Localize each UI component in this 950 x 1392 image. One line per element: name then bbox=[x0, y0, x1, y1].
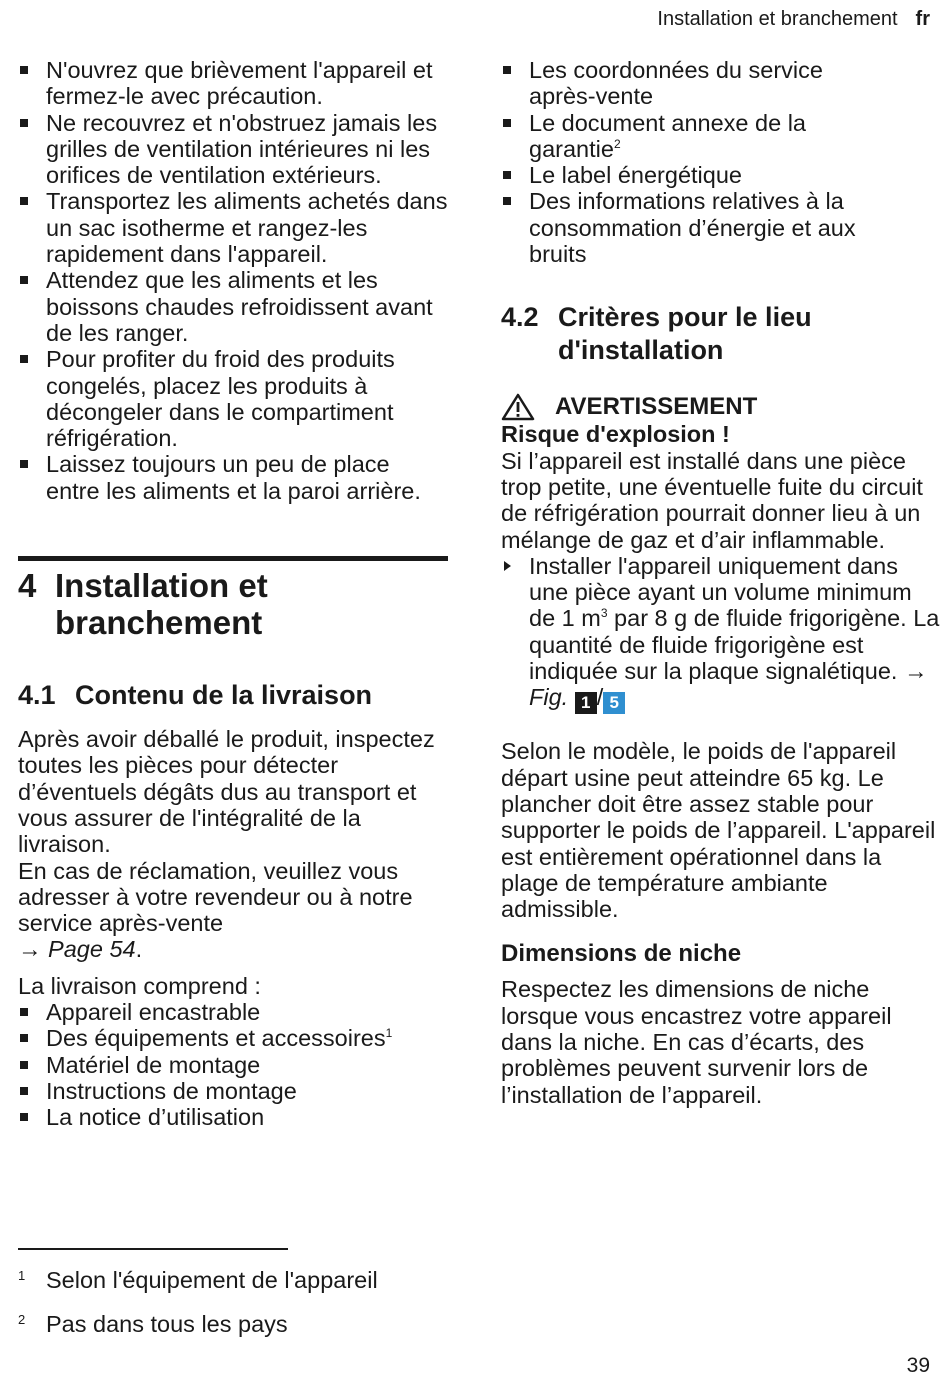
list-item bbox=[18, 1025, 448, 1051]
section-42-title: Critères pour le lieu d'installation bbox=[558, 302, 812, 366]
action-arrow-icon bbox=[504, 561, 511, 571]
fig-separator: / bbox=[596, 684, 604, 711]
complaint-text: En cas de réclamation, veuillez vous adresser à votre revendeur ou à notre service après-vente bbox=[18, 857, 413, 937]
item-text: Appareil encastrable bbox=[46, 999, 261, 1026]
footnote-ref[interactable]: 2 bbox=[613, 137, 621, 152]
weight-paragraph: Selon le modèle, le poids de l'appareil départ usine peut atteindre 65 kg. Le plancher doit être assez stable pour supporter le poids de l’appareil. L'appareil est entièrement opérationnel dans la plage de température ambiante admissible. bbox=[501, 738, 936, 923]
list-item bbox=[18, 1052, 448, 1078]
list-item bbox=[18, 1078, 448, 1104]
item-text: Instructions de montage bbox=[46, 1077, 297, 1104]
figure-ref-5[interactable]: 5 bbox=[603, 692, 625, 714]
list-item: Laissez toujours un peu de place entre les aliments et la paroi arrière. bbox=[18, 451, 448, 504]
page-number: 39 bbox=[906, 1354, 930, 1377]
list-item bbox=[501, 162, 871, 188]
list-item bbox=[18, 999, 448, 1025]
running-header bbox=[657, 8, 930, 31]
niche-paragraph: Respectez les dimensions de niche lorsque vous encastrez votre appareil dans la niche. En cas d’écarts, des problèmes peuvent survenir lors de l’installation de l’appareil. bbox=[501, 976, 892, 1108]
figure-ref-1[interactable]: 1 bbox=[575, 692, 597, 714]
list-item: Pour profiter du froid des produits congelés, placez les produits à décongeler dans le compartiment réfrigération. bbox=[18, 346, 448, 451]
item-text: Des informations relatives à la consommation d’énergie et aux bruits bbox=[529, 188, 856, 268]
delivery-paragraph: Après avoir déballé le produit, inspectez toutes les pièces pour détecter d’éventuels dégâts dus au transport et vous assurer de l'intégralité de la livraison. bbox=[18, 726, 435, 858]
delivery-list bbox=[18, 999, 448, 1130]
list-item: Ne recouvrez et n'obstruez jamais les grilles de ventilation intérieures ni les orifices de ventilation extérieurs. bbox=[18, 110, 448, 189]
list-item: N'ouvrez que brièvement l'appareil et fermez-le avec précaution. bbox=[18, 57, 448, 110]
item-text: Le document annexe de la garantie bbox=[529, 109, 806, 162]
left-column bbox=[18, 57, 448, 1131]
delivery-intro: La livraison comprend : bbox=[18, 972, 261, 999]
section-4-title: Installation et branchement bbox=[55, 567, 268, 642]
section-4-heading bbox=[18, 567, 448, 641]
instruction-text-2: par 8 g de fluide frigorigène. La quantité de fluide frigorigène est indiquée sur la plaque signalétique. bbox=[529, 605, 940, 685]
right-column bbox=[501, 57, 941, 1108]
arrow-icon: → bbox=[903, 658, 928, 685]
instruction-item bbox=[501, 553, 941, 714]
item-text: Le label énergétique bbox=[529, 162, 742, 189]
page-reference-link[interactable]: Page 54 bbox=[48, 936, 136, 963]
list-item bbox=[18, 1104, 448, 1130]
niche-heading: Dimensions de niche bbox=[501, 940, 742, 968]
list-item: Attendez que les aliments et les boissons chaudes refroidissent avant de les ranger. bbox=[18, 267, 448, 346]
section-rule bbox=[18, 556, 448, 561]
section-41-heading bbox=[18, 679, 448, 712]
section-4-number: 4 bbox=[18, 567, 37, 605]
instruction-text: Installer l'appareil uniquement dans une pièce ayant un volume minimum de 1 m bbox=[529, 552, 912, 632]
list-item: Transportez les aliments achetés dans un sac isotherme et rangez-les rapidement dans l'appareil. bbox=[18, 188, 448, 267]
header-lang: fr bbox=[915, 8, 930, 30]
section-42-heading bbox=[501, 301, 941, 367]
section-41-number: 4.1 bbox=[18, 680, 56, 711]
section-41-title: Contenu de la livraison bbox=[75, 680, 373, 711]
footnote-number: 1 bbox=[18, 1268, 26, 1283]
footnote-ref[interactable]: 1 bbox=[385, 1026, 393, 1041]
list-item bbox=[501, 188, 871, 267]
left-bullet-list bbox=[18, 57, 448, 504]
footnote-1 bbox=[18, 1267, 378, 1294]
fig-label: Fig. bbox=[529, 684, 569, 711]
footnote-text: Selon l'équipement de l'appareil bbox=[46, 1267, 378, 1293]
warning-title: AVERTISSEMENT bbox=[555, 393, 758, 421]
footnote-rule bbox=[18, 1248, 288, 1250]
superscript: 3 bbox=[600, 606, 608, 621]
footnote-number: 2 bbox=[18, 1312, 26, 1327]
risk-title: Risque d'explosion ! bbox=[501, 421, 730, 448]
warning-heading bbox=[501, 393, 941, 421]
list-item bbox=[501, 110, 871, 163]
list-item bbox=[501, 57, 871, 110]
arrow-icon: → bbox=[18, 936, 42, 963]
right-bullet-list bbox=[501, 57, 871, 267]
complaint-paragraph bbox=[18, 858, 448, 963]
item-text: La notice d’utilisation bbox=[46, 1104, 265, 1131]
section-42-number: 4.2 bbox=[501, 302, 539, 333]
header-title: Installation et branchement bbox=[657, 8, 898, 30]
warning-triangle-icon bbox=[501, 393, 535, 421]
period: . bbox=[135, 936, 143, 963]
item-text: Les coordonnées du service après-vente bbox=[529, 57, 823, 110]
item-text: Des équipements et accessoires bbox=[46, 1025, 386, 1052]
item-text: Matériel de montage bbox=[46, 1051, 261, 1078]
risk-text: Si l’appareil est installé dans une pièce trop petite, une éventuelle fuite du circuit de réfrigération pourrait donner lieu à un mélange de gaz et d’air inflammable. bbox=[501, 447, 923, 553]
footnote-2 bbox=[18, 1311, 288, 1338]
footnote-text: Pas dans tous les pays bbox=[46, 1311, 288, 1337]
